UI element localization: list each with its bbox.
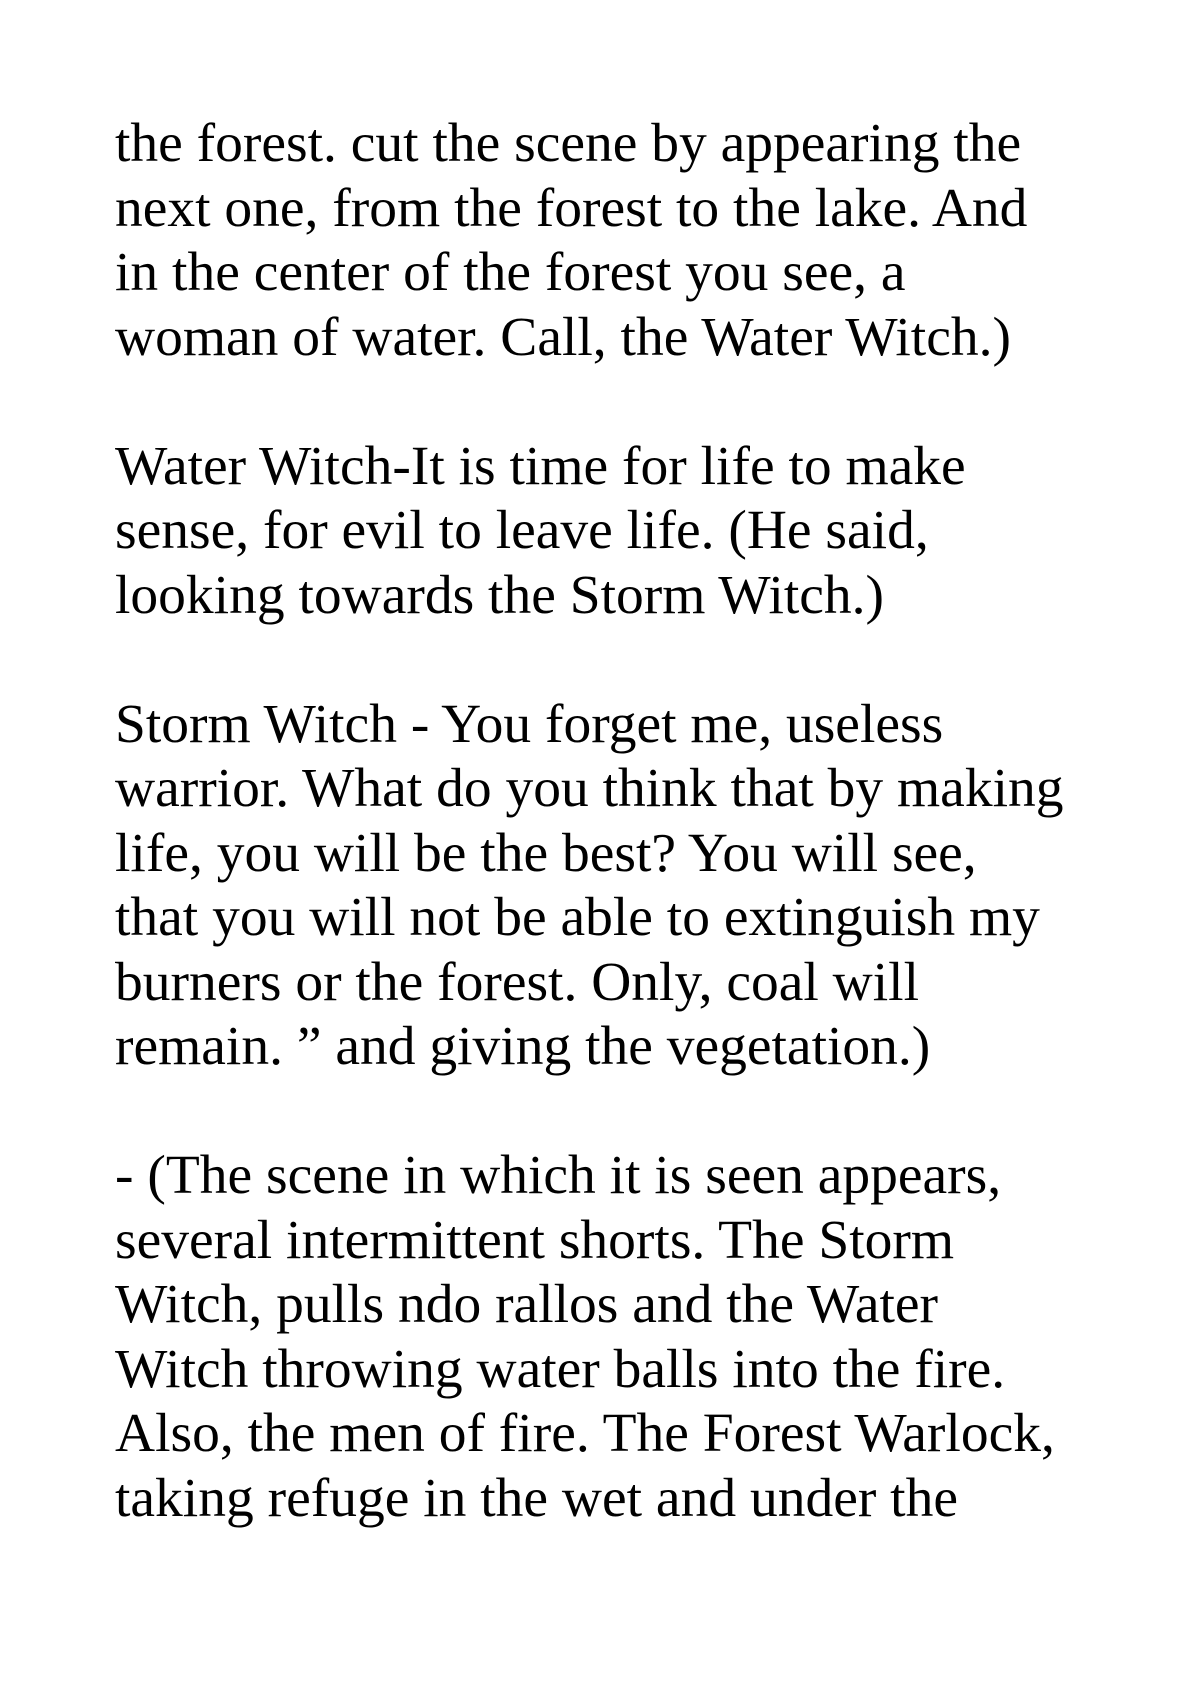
text-line: Water Witch-It is time for life to make — [115, 435, 966, 497]
text-line: burners or the forest. Only, coal will — [115, 951, 920, 1013]
text-line: that you will not be able to extinguish my — [115, 887, 1040, 948]
text-line: looking towards the Storm Witch.) — [115, 564, 885, 626]
paragraph-water-witch-dialogue — [115, 435, 1155, 629]
script-text — [115, 112, 1155, 1531]
text-line: warrior. What do you think that by making — [115, 758, 1064, 819]
text-line: life, you will be the best? You will see, — [115, 822, 977, 884]
text-line: next one, from the forest to the lake. And — [115, 177, 1028, 239]
paragraph-storm-witch-dialogue — [115, 693, 1155, 1080]
text-line: - (The scene in which it is seen appears, — [115, 1145, 1002, 1206]
text-line: several intermittent shorts. The Storm — [115, 1209, 955, 1271]
text-line: Also, the men of fire. The Forest Warlock, — [115, 1403, 1055, 1464]
text-line: sense, for evil to leave life. (He said, — [115, 500, 929, 561]
text-line: in the center of the forest you see, a — [115, 242, 906, 303]
text-line: the forest. cut the scene by appearing the — [115, 113, 1022, 174]
text-line: Storm Witch - You forget me, useless — [115, 693, 944, 755]
text-line: Witch, pulls ndo rallos and the Water — [115, 1274, 939, 1335]
text-line: taking refuge in the wet and under the — [115, 1467, 958, 1529]
text-line: woman of water. Call, the Water Witch.) — [115, 306, 1011, 368]
text-line: Witch throwing water balls into the fire. — [115, 1338, 1006, 1400]
paragraph-battle-scene — [115, 1144, 1155, 1531]
paragraph-scene-transition — [115, 112, 1155, 370]
text-line: remain. ” and giving the vegetation.) — [115, 1016, 931, 1077]
